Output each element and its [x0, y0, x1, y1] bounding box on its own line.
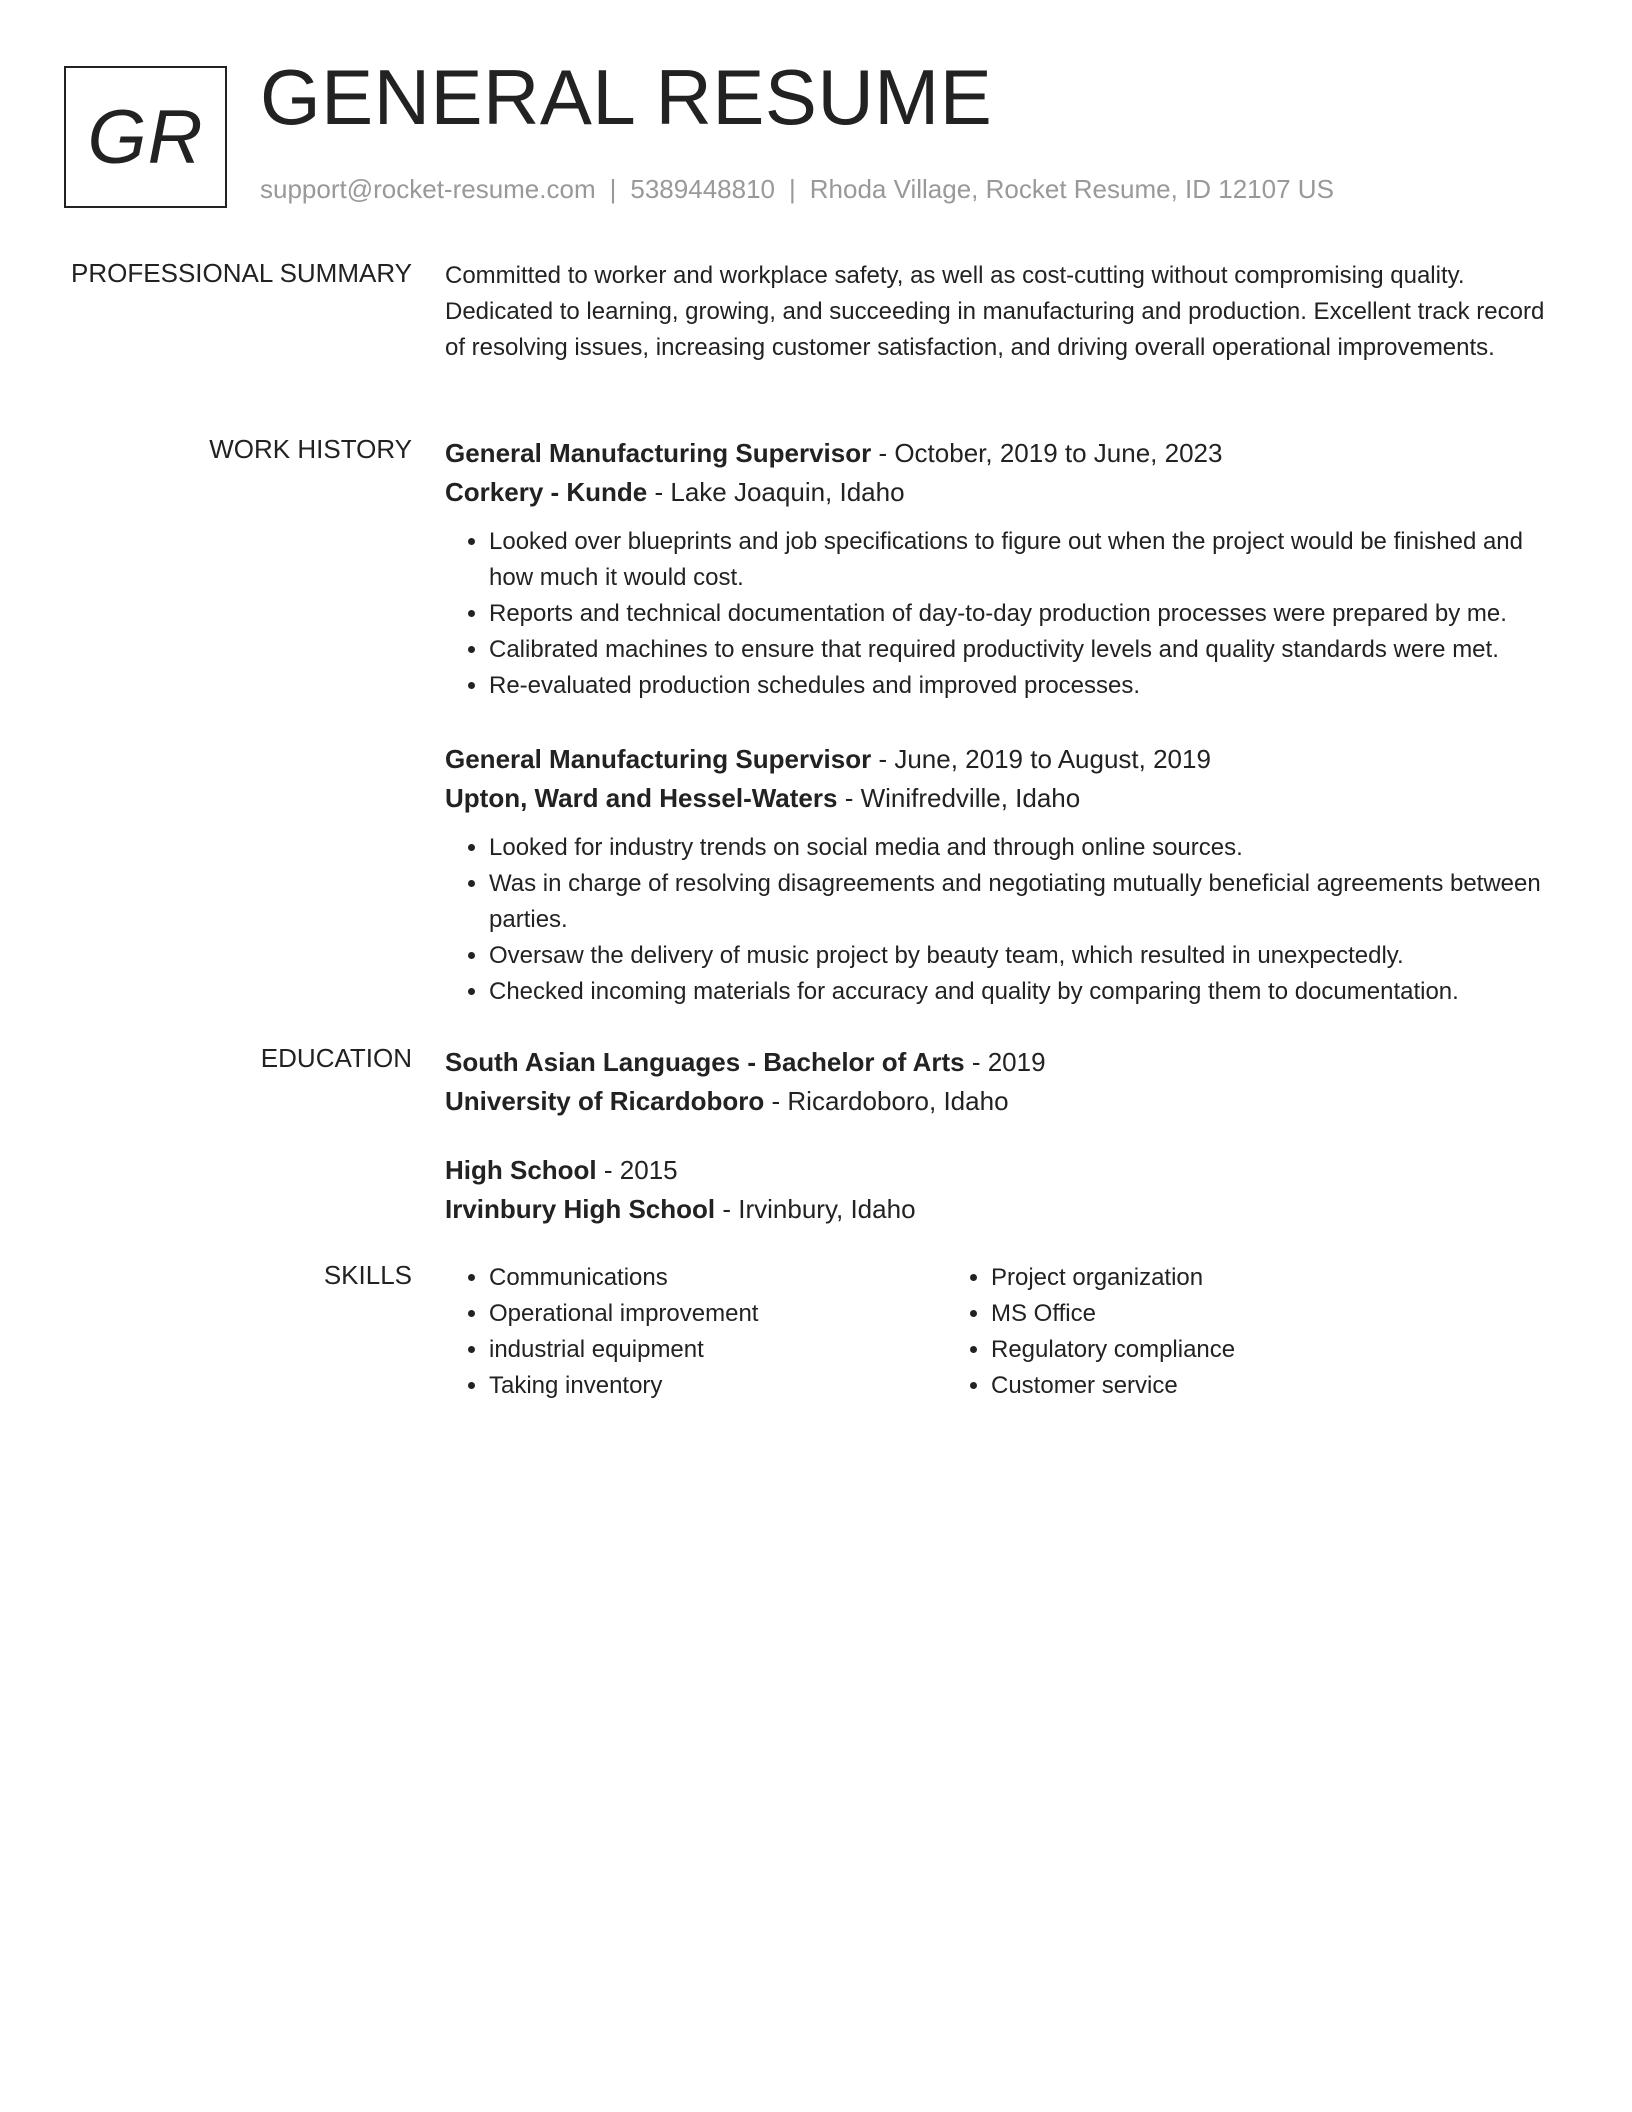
- contact-separator: |: [789, 174, 796, 204]
- job-dates: - June, 2019 to August, 2019: [871, 744, 1211, 774]
- job-bullet: • Oversaw the delivery of music project by beauty team, which resulted in unexpectedly.: [489, 938, 1545, 974]
- job-title-line: [445, 740, 1545, 779]
- skills-list-right: [947, 1260, 1449, 1404]
- job-bullet: • Re-evaluated production schedules and improved processes.: [489, 668, 1545, 704]
- contact-address: Rhoda Village, Rocket Resume, ID 12107 US: [809, 174, 1334, 204]
- skills-body: [445, 1260, 1545, 1404]
- job-bullet: • Checked incoming materials for accuracy and quality by comparing them to documentation.: [489, 974, 1545, 1010]
- education-degree: High School: [445, 1155, 597, 1185]
- education-year: - 2015: [596, 1155, 678, 1185]
- job-bullet: • Looked over blueprints and job specifications to figure out when the project would be finished and how much it would cost.: [489, 524, 1545, 596]
- skills-list-left: [445, 1260, 947, 1404]
- summary-body: [445, 258, 1545, 366]
- monogram-box: [64, 66, 227, 208]
- job-company-line: [445, 779, 1545, 818]
- section-title-summary: PROFESSIONAL SUMMARY: [71, 258, 412, 288]
- education-degree-line: [445, 1151, 1545, 1190]
- contact-phone[interactable]: 5389448810: [630, 174, 775, 204]
- education-year: - 2019: [964, 1047, 1046, 1077]
- skill-item: • Customer service: [991, 1368, 1449, 1404]
- skill-item: • Communications: [489, 1260, 947, 1296]
- job-title-line: [445, 434, 1545, 473]
- education-degree-line: [445, 1043, 1545, 1082]
- skills-columns: [445, 1260, 1545, 1404]
- work-body: [445, 434, 1545, 1046]
- skill-item: • Regulatory compliance: [991, 1332, 1449, 1368]
- job-bullet: • Calibrated machines to ensure that required productivity levels and quality standards were met.: [489, 632, 1545, 668]
- monogram-initials: GR: [87, 94, 204, 180]
- contact-line: [260, 174, 1334, 205]
- job-entry: [445, 434, 1545, 704]
- contact-separator: |: [609, 174, 617, 204]
- skill-item: • Operational improvement: [489, 1296, 947, 1332]
- education-body: [445, 1043, 1545, 1259]
- education-school: Irvinbury High School: [445, 1194, 716, 1224]
- skill-item: • Project organization: [991, 1260, 1449, 1296]
- skill-item: • industrial equipment: [489, 1332, 947, 1368]
- job-dates: - October, 2019 to June, 2023: [871, 438, 1223, 468]
- job-location: - Lake Joaquin, Idaho: [647, 477, 905, 507]
- education-school: University of Ricardoboro: [445, 1086, 765, 1116]
- job-entry: [445, 740, 1545, 1010]
- contact-email[interactable]: support@rocket-resume.com: [260, 174, 596, 204]
- section-title-skills: SKILLS: [323, 1260, 412, 1290]
- job-bullet: • Was in charge of resolving disagreements and negotiating mutually beneficial agreements between parties.: [489, 866, 1545, 938]
- job-role: General Manufacturing Supervisor: [445, 744, 872, 774]
- job-bullet: • Looked for industry trends on social media and through online sources.: [489, 830, 1545, 866]
- education-school-line: [445, 1190, 1545, 1229]
- education-school-line: [445, 1082, 1545, 1121]
- education-entry: [445, 1151, 1545, 1229]
- resume-name: GENERAL RESUME: [260, 53, 993, 141]
- job-company-line: [445, 473, 1545, 512]
- job-company: Corkery - Kunde: [445, 477, 648, 507]
- section-title-education: EDUCATION: [260, 1043, 412, 1073]
- summary-text: Committed to worker and workplace safety, as well as cost-cutting without compromising quality. Dedicated to learning, growing, and succeeding in manufacturing and production. Excellent track record of resolving issues, increasing customer satisfaction, and driving overall operational improvements.: [445, 262, 1545, 361]
- job-company: Upton, Ward and Hessel-Waters: [445, 783, 838, 813]
- job-role: General Manufacturing Supervisor: [445, 438, 872, 468]
- education-location: - Ricardoboro, Idaho: [764, 1086, 1009, 1116]
- job-bullets: [445, 830, 1545, 1010]
- education-entry: [445, 1043, 1545, 1121]
- skill-item: • Taking inventory: [489, 1368, 947, 1404]
- section-title-work-history: WORK HISTORY: [209, 434, 412, 464]
- education-degree: South Asian Languages - Bachelor of Arts: [445, 1047, 965, 1077]
- job-location: - Winifredville, Idaho: [837, 783, 1081, 813]
- education-location: - Irvinbury, Idaho: [715, 1194, 916, 1224]
- skill-item: • MS Office: [991, 1296, 1449, 1332]
- job-bullet: • Reports and technical documentation of day-to-day production processes were prepared by me.: [489, 596, 1545, 632]
- job-bullets: [445, 524, 1545, 704]
